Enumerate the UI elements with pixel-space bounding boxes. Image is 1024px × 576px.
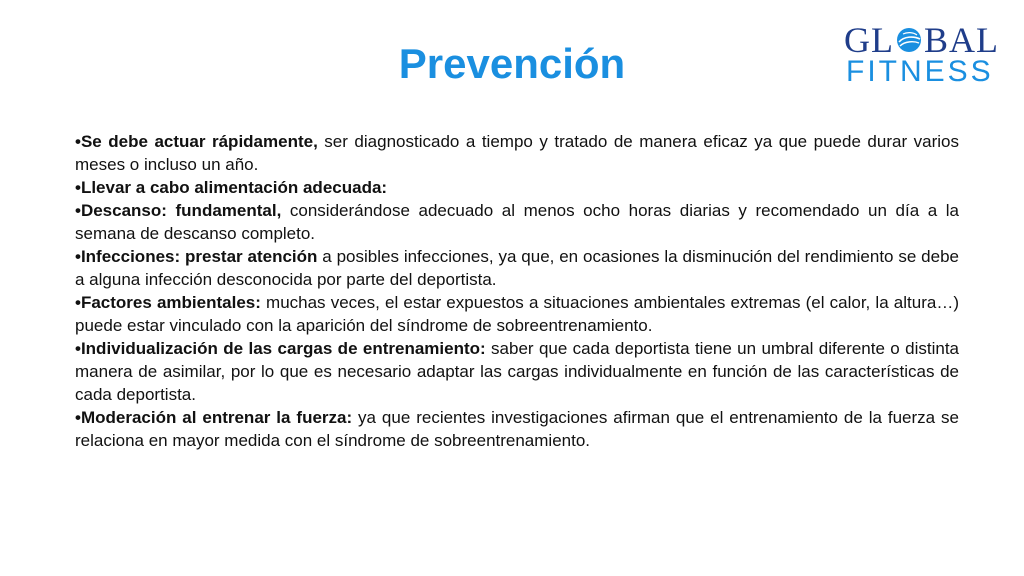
bullet-item [75,291,959,337]
logo-text-part1: GL [844,20,894,60]
bullet-item [75,337,959,406]
bullet-lead: •Moderación al entrenar la fuerza: [75,408,353,427]
bullet-item [75,406,959,452]
logo-top-row [844,22,999,58]
bullet-text: ser diagnosticado a tiempo y tratado de manera eficaz ya que puede durar varios meses o incluso un año. [75,132,959,174]
global-fitness-logo [844,22,1000,90]
bullet-text: saber que cada deportista tiene un umbral diferente o distinta manera de asimilar, por lo que es necesario adaptar las cargas individualmente en función de las características de cada deportista. [75,339,959,404]
bullet-lead: •Descanso: fundamental, [75,201,282,220]
bullet-item [75,176,959,199]
slide-title: Prevención [398,40,626,87]
bullet-lead: •Individualización de las cargas de entrenamiento: [75,339,486,358]
bullet-lead: •Infecciones: prestar atención [75,247,318,266]
logo-text-part2: BAL [924,20,999,60]
bullet-item [75,130,959,176]
bullet-text: ya que recientes investigaciones afirman que el entrenamiento de la fuerza se relaciona en mayor medida con el síndrome de sobreentrenamiento. [75,408,959,450]
globe-icon [896,27,922,53]
bullet-lead: •Llevar a cabo alimentación adecuada: [75,178,388,197]
bullet-lead: •Se debe actuar rápidamente, [75,132,318,151]
bullet-text: muchas veces, el estar expuestos a situaciones ambientales extremas (el calor, la altura…) puede estar vinculado con la aparición del síndrome de sobreentrenamiento. [75,293,959,335]
slide-body [75,130,959,452]
bullet-text: considerándose adecuado al menos ocho horas diarias y recomendado un día a la semana de descanso completo. [75,201,959,243]
bullet-lead: •Factores ambientales: [75,293,261,312]
bullet-text: a posibles infecciones, ya que, en ocasiones la disminución del rendimiento se debe a alguna infección desconocida por parte del deportista. [75,247,959,289]
bullet-item [75,245,959,291]
logo-bottom-row: FITNESS [846,55,994,88]
bullet-item [75,199,959,245]
